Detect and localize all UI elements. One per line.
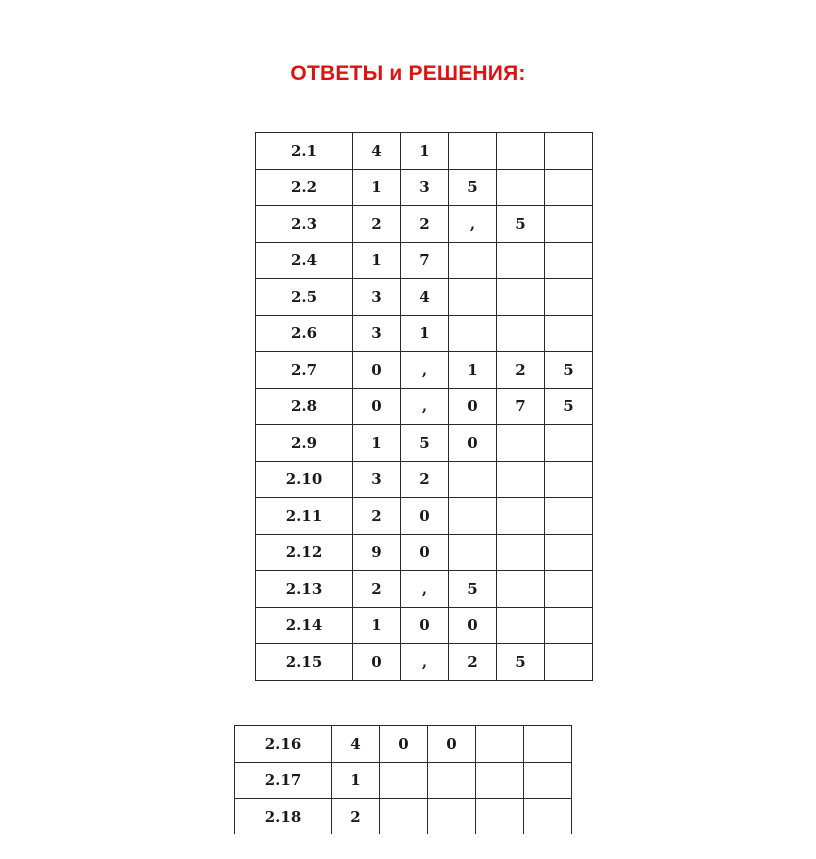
task-number-cell: 2.9	[256, 425, 353, 462]
answer-cell	[545, 133, 593, 170]
answer-cell	[524, 762, 572, 799]
answer-cell: 5	[545, 352, 593, 389]
answer-cell: 0	[380, 726, 428, 763]
answer-cell	[449, 133, 497, 170]
answer-cell: 5	[545, 388, 593, 425]
task-number-cell: 2.3	[256, 206, 353, 243]
table-row	[256, 133, 593, 170]
task-number-cell: 2.15	[256, 644, 353, 681]
task-number-cell: 2.4	[256, 242, 353, 279]
answer-cell: 0	[428, 726, 476, 763]
answer-cell	[497, 498, 545, 535]
table-row	[256, 607, 593, 644]
table-row	[235, 762, 572, 799]
answer-cell	[497, 315, 545, 352]
answer-cell: 3	[401, 169, 449, 206]
answer-cell	[524, 726, 572, 763]
answer-cell: 4	[401, 279, 449, 316]
table-row	[256, 242, 593, 279]
answer-cell	[476, 726, 524, 763]
task-number-cell: 2.12	[256, 534, 353, 571]
answer-cell: 1	[353, 607, 401, 644]
answer-cell	[449, 279, 497, 316]
answer-cell: ,	[401, 388, 449, 425]
answer-cell	[449, 461, 497, 498]
answer-cell	[545, 315, 593, 352]
answer-cell: 3	[353, 461, 401, 498]
answer-cell: 0	[353, 644, 401, 681]
answer-cell	[545, 571, 593, 608]
answer-cell: 4	[332, 726, 380, 763]
table-row	[256, 279, 593, 316]
answers-table-1-body	[256, 133, 593, 681]
answers-table-1	[255, 132, 593, 681]
table-row	[256, 644, 593, 681]
answer-cell: 5	[497, 644, 545, 681]
task-number-cell: 2.14	[256, 607, 353, 644]
table-row	[256, 534, 593, 571]
answer-cell	[524, 799, 572, 836]
answer-cell	[497, 461, 545, 498]
answer-cell: 5	[497, 206, 545, 243]
answer-cell: 9	[353, 534, 401, 571]
table-row	[256, 206, 593, 243]
answer-cell: 7	[497, 388, 545, 425]
answer-cell	[449, 534, 497, 571]
answer-cell	[428, 799, 476, 836]
answer-cell	[545, 206, 593, 243]
answer-cell: 0	[449, 607, 497, 644]
answer-cell: 2	[332, 799, 380, 836]
answer-cell: 5	[449, 169, 497, 206]
task-number-cell: 2.2	[256, 169, 353, 206]
answer-cell: ,	[401, 571, 449, 608]
answer-cell: 0	[401, 534, 449, 571]
answer-cell: 1	[401, 315, 449, 352]
answer-cell: 0	[353, 388, 401, 425]
answer-cell: 5	[401, 425, 449, 462]
answer-cell: 2	[353, 206, 401, 243]
answer-cell	[497, 607, 545, 644]
answer-cell	[497, 133, 545, 170]
answer-cell	[545, 534, 593, 571]
table-row	[235, 726, 572, 763]
answer-cell	[476, 762, 524, 799]
table-row	[256, 461, 593, 498]
answer-cell: ,	[401, 644, 449, 681]
answer-cell: 4	[353, 133, 401, 170]
answer-cell: 0	[449, 425, 497, 462]
task-number-cell: 2.5	[256, 279, 353, 316]
table-row	[256, 425, 593, 462]
answer-cell	[497, 534, 545, 571]
answer-cell	[428, 762, 476, 799]
task-number-cell: 2.16	[235, 726, 332, 763]
answer-cell: 3	[353, 279, 401, 316]
answer-cell	[380, 762, 428, 799]
answer-cell: 2	[401, 206, 449, 243]
answer-cell: ,	[401, 352, 449, 389]
answer-cell	[545, 461, 593, 498]
answer-cell	[497, 425, 545, 462]
page-bottom-cutoff	[0, 834, 816, 859]
answer-cell: 3	[353, 315, 401, 352]
task-number-cell: 2.18	[235, 799, 332, 836]
answer-cell	[545, 242, 593, 279]
answer-cell: ,	[449, 206, 497, 243]
answer-cell: 1	[332, 762, 380, 799]
answer-cell: 1	[353, 169, 401, 206]
table-row	[256, 352, 593, 389]
answer-cell	[449, 315, 497, 352]
answer-cell: 2	[401, 461, 449, 498]
task-number-cell: 2.10	[256, 461, 353, 498]
answer-cell	[476, 799, 524, 836]
answer-cell: 7	[401, 242, 449, 279]
table-row	[256, 498, 593, 535]
answer-cell: 2	[497, 352, 545, 389]
table-row	[256, 315, 593, 352]
task-number-cell: 2.6	[256, 315, 353, 352]
answer-cell: 0	[401, 607, 449, 644]
answer-cell: 1	[353, 242, 401, 279]
answer-cell: 1	[401, 133, 449, 170]
answer-cell: 1	[353, 425, 401, 462]
table-row	[256, 571, 593, 608]
answer-cell	[545, 279, 593, 316]
answer-cell: 2	[353, 571, 401, 608]
task-number-cell: 2.8	[256, 388, 353, 425]
answers-table-2	[234, 725, 572, 836]
answer-cell	[545, 498, 593, 535]
answer-cell	[449, 242, 497, 279]
answer-cell	[545, 607, 593, 644]
answer-cell: 1	[449, 352, 497, 389]
table-row	[256, 169, 593, 206]
task-number-cell: 2.11	[256, 498, 353, 535]
answer-cell: 2	[353, 498, 401, 535]
answer-cell	[545, 169, 593, 206]
answer-cell: 0	[401, 498, 449, 535]
answer-cell: 5	[449, 571, 497, 608]
task-number-cell: 2.13	[256, 571, 353, 608]
answer-cell	[449, 498, 497, 535]
answer-cell	[497, 169, 545, 206]
answer-cell	[545, 644, 593, 681]
answer-cell	[545, 425, 593, 462]
answer-cell	[497, 571, 545, 608]
answer-cell: 0	[353, 352, 401, 389]
task-number-cell: 2.1	[256, 133, 353, 170]
answers-table-2-body	[235, 726, 572, 836]
answer-cell: 0	[449, 388, 497, 425]
table-row	[256, 388, 593, 425]
task-number-cell: 2.17	[235, 762, 332, 799]
page-title: ОТВЕТЫ и РЕШЕНИЯ:	[290, 62, 526, 85]
answer-cell	[380, 799, 428, 836]
answer-cell: 2	[449, 644, 497, 681]
answer-cell	[497, 242, 545, 279]
table-row	[235, 799, 572, 836]
answer-cell	[497, 279, 545, 316]
task-number-cell: 2.7	[256, 352, 353, 389]
